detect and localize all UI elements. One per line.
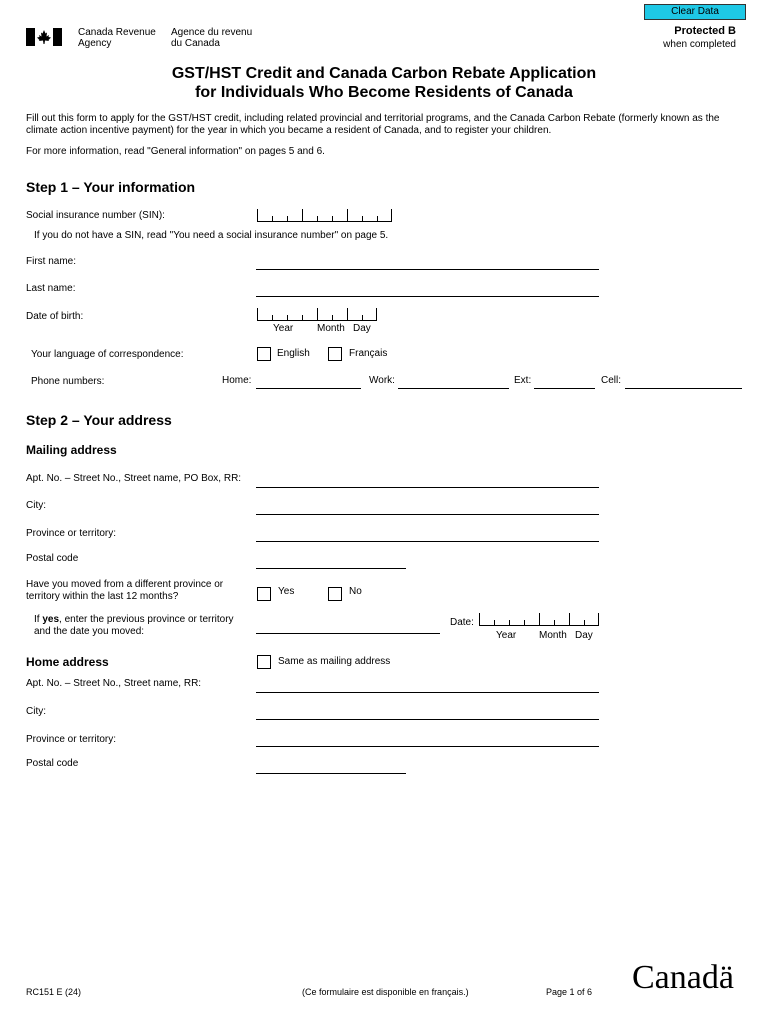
mailing-postal-field[interactable] [256,568,406,569]
same-as-mailing-label: Same as mailing address [278,656,391,667]
first-name-label: First name: [26,256,77,267]
agency-name-en: Canada Revenue Agency [78,27,156,49]
sin-note: If you do not have a SIN, read "You need a social insurance number" on page 5. [34,230,389,241]
previous-province-instruction: If yes, enter the previous province or territory and the date you moved: [34,614,234,637]
work-phone-label: Work: [369,375,395,386]
mailing-province-label: Province or territory: [26,528,117,539]
dob-input[interactable] [257,308,377,321]
work-phone-field[interactable] [398,388,509,389]
francais-label: Français [349,348,388,359]
first-name-field[interactable] [256,269,599,270]
cell-phone-field[interactable] [625,388,742,389]
moved-yes-checkbox[interactable] [257,587,271,601]
phone-label: Phone numbers: [31,376,105,387]
home-postal-field[interactable] [256,773,406,774]
intro-more-info: For more information, read "General information" on pages 5 and 6. [26,146,325,157]
move-date-label: Date: [450,617,474,628]
mailing-city-label: City: [26,500,46,511]
move-date-day-label: Day [575,630,593,641]
mailing-province-field[interactable] [256,541,599,542]
last-name-field[interactable] [256,296,599,297]
home-postal-label: Postal code [26,758,79,769]
mailing-postal-label: Postal code [26,553,79,564]
home-province-label: Province or territory: [26,734,117,745]
page-number: Page 1 of 6 [546,987,593,997]
moved-yes-label: Yes [278,586,295,597]
moved-no-checkbox[interactable] [328,587,342,601]
home-phone-field[interactable] [256,388,361,389]
dob-month-label: Month [317,323,345,334]
moved-no-label: No [349,586,362,597]
home-city-label: City: [26,706,46,717]
ext-field[interactable] [534,388,595,389]
move-date-month-label: Month [539,630,567,641]
moved-question: Have you moved from a different province or territory within the last 12 months? [26,579,224,602]
french-availability-note: (Ce formulaire est disponible en français.) [302,987,469,997]
dob-day-label: Day [353,323,371,334]
language-label: Your language of correspondence: [31,349,184,360]
agency-name-fr: Agence du revenu du Canada [171,27,253,49]
clear-data-button[interactable]: Clear Data [644,4,746,20]
ext-label: Ext: [514,375,532,386]
home-city-field[interactable] [256,719,599,720]
step1-heading: Step 1 – Your information [26,179,196,195]
english-checkbox[interactable] [257,347,271,361]
form-id: RC151 E (24) [26,987,82,997]
mailing-address-heading: Mailing address [26,443,117,457]
sin-label: Social insurance number (SIN): [26,210,165,221]
canada-flag-icon [26,28,62,46]
last-name-label: Last name: [26,283,76,294]
intro-paragraph: Fill out this form to apply for the GST/HST credit, including related provincial and territorial programs, and the Canada Carbon Rebate (formerly known as the climate action incentive payment) for the year in which you became a resident of Canada, and to register your children. [26,113,720,136]
home-phone-label: Home: [222,375,252,386]
sin-input[interactable] [257,209,392,222]
cell-label: Cell: [601,375,622,386]
previous-province-field[interactable] [256,633,440,634]
move-date-input[interactable] [479,613,599,626]
dob-label: Date of birth: [26,311,84,322]
mailing-street-label: Apt. No. – Street No., Street name, PO Box, RR: [26,473,242,484]
francais-checkbox[interactable] [328,347,342,361]
home-province-field[interactable] [256,746,599,747]
step2-heading: Step 2 – Your address [26,412,172,428]
home-street-field[interactable] [256,692,599,693]
page-title: GST/HST Credit and Canada Carbon Rebate Application for Individuals Who Become Residents of Canada [171,65,597,101]
same-as-mailing-checkbox[interactable] [257,655,271,669]
mailing-city-field[interactable] [256,514,599,515]
home-street-label: Apt. No. – Street No., Street name, RR: [26,678,202,689]
dob-year-label: Year [273,323,294,334]
home-address-heading: Home address [26,655,109,669]
move-date-year-label: Year [496,630,517,641]
mailing-street-field[interactable] [256,487,599,488]
protected-b-label: Protected B when completed [663,25,736,50]
english-label: English [277,348,310,359]
canada-wordmark: Canadä [632,959,734,996]
